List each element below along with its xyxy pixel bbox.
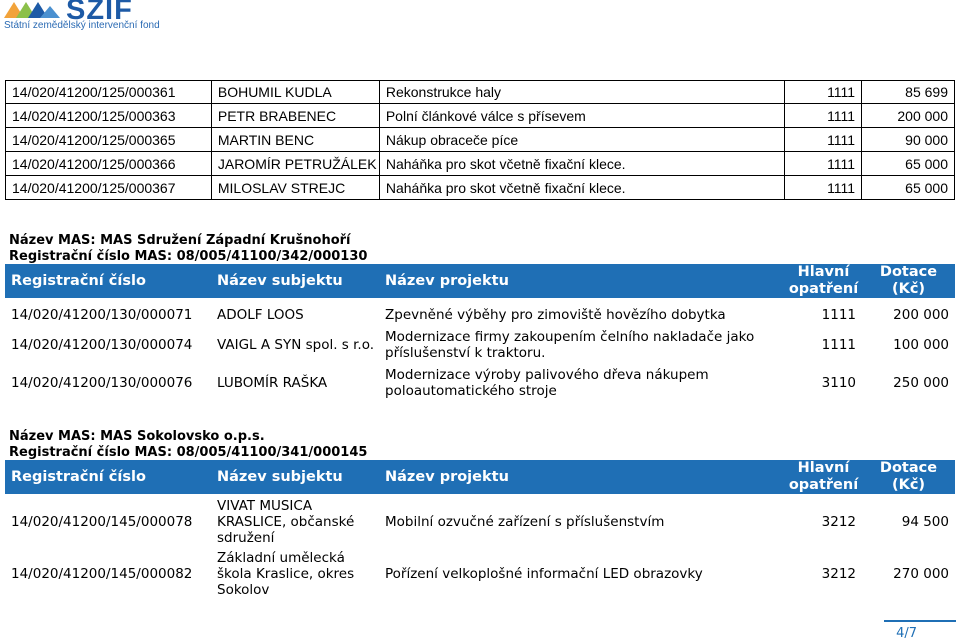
project-name: Naháňka pro skot včetně fixační klece. [379,176,784,200]
reg-number: 14/020/41200/125/000361 [6,81,212,104]
table-row [5,326,955,364]
header-measure: Hlavní opatření [785,264,862,298]
project-name: Rekonstrukce haly [379,81,784,104]
amount: 94 500 [901,514,949,530]
mas2-header [5,460,955,494]
mas2-table [5,496,955,600]
header-amount: Dotace (Kč) [862,460,955,494]
mas1-reg: Registrační číslo MAS: 08/005/41100/342/000130 [9,249,368,264]
mas1-table [5,303,955,402]
project-name: Modernizace firmy zakoupením čelního nakladače jako příslušenství k traktoru. [385,329,755,361]
subject-name: LUBOMÍR RAŠKA [217,375,328,391]
subject-name: BOHUMIL KUDLA [211,81,379,104]
logo-subtitle: Státní zemědělský intervenční fond [4,20,160,31]
reg-number: 14/020/41200/145/000078 [11,514,193,530]
project-name: Mobilní ozvučné zařízení s příslušenstvím [385,514,665,530]
measure: 3110 [821,375,856,391]
amount: 250 000 [893,375,949,391]
project-name: Modernizace výroby palivového dřeva nákupem poloautomatického stroje [385,367,709,399]
logo-name: SZIF [66,0,133,26]
header-subject: Název subjektu [211,460,379,494]
top-projects-table [5,80,955,200]
page-number: 4/7 [896,626,917,641]
amount: 65 000 [862,176,955,200]
reg-number: 14/020/41200/130/000074 [11,337,193,353]
header-reg: Registrační číslo [5,460,211,494]
subject-name: JAROMÍR PETRUŽÁLEK [211,152,379,176]
measure: 1111 [821,337,856,353]
amount: 100 000 [893,337,949,353]
measure: 3212 [821,566,856,582]
subject-name: VAIGL A SYN spol. s r.o. [217,337,375,353]
header-project: Název projektu [379,264,785,298]
header-project: Název projektu [379,460,785,494]
project-name: Zpevněné výběhy pro zimoviště hovězího dobytka [385,306,726,323]
table-row [5,548,955,600]
amount: 270 000 [893,566,949,582]
table-row [6,176,955,200]
subject-name: PETR BRABENEC [211,104,379,128]
table-row [6,128,955,152]
amount: 200 000 [893,306,949,323]
table-row [6,104,955,128]
mas2-name: Název MAS: MAS Sokolovsko o.p.s. [9,429,265,444]
header-amount: Dotace (Kč) [862,264,955,298]
measure: 1111 [785,104,862,128]
project-name: Naháňka pro skot včetně fixační klece. [379,152,784,176]
table-row [6,152,955,176]
table-row [5,303,955,326]
project-name: Polní článkové válce s přísevem [379,104,784,128]
szif-logo [4,0,160,34]
reg-number: 14/020/41200/130/000071 [11,306,193,323]
measure: 1111 [785,81,862,104]
measure: 3212 [821,514,856,530]
reg-number: 14/020/41200/145/000082 [11,566,193,582]
subject-name: VIVAT MUSICA KRASLICE, občanské sdružení [217,498,355,546]
amount: 85 699 [862,81,955,104]
table-row [5,364,955,402]
header-subject: Název subjektu [211,264,379,298]
subject-name: Základní umělecká škola Kraslice, okres Sokolov [217,550,355,598]
reg-number: 14/020/41200/125/000363 [6,104,212,128]
measure: 1111 [821,306,856,323]
amount: 65 000 [862,152,955,176]
header-reg: Registrační číslo [5,264,211,298]
subject-name: MILOSLAV STREJC [211,176,379,200]
logo-mark-icon [4,0,62,20]
mas1-name: Název MAS: MAS Sdružení Západní Krušnohoří [9,233,351,248]
reg-number: 14/020/41200/125/000366 [6,152,212,176]
project-name: Nákup obraceče píce [379,128,784,152]
reg-number: 14/020/41200/130/000076 [11,375,193,391]
subject-name: MARTIN BENC [211,128,379,152]
table-row [6,81,955,104]
reg-number: 14/020/41200/125/000367 [6,176,212,200]
reg-number: 14/020/41200/125/000365 [6,128,212,152]
header-measure: Hlavní opatření [785,460,862,494]
mas1-header [5,264,955,298]
table-row [5,496,955,548]
project-name: Pořízení velkoplošné informační LED obrazovky [385,566,703,582]
amount: 90 000 [862,128,955,152]
measure: 1111 [785,152,862,176]
mas2-reg: Registrační číslo MAS: 08/005/41100/341/000145 [9,445,368,460]
amount: 200 000 [862,104,955,128]
measure: 1111 [785,176,862,200]
subject-name: ADOLF LOOS [217,306,304,323]
page-divider [884,620,956,622]
measure: 1111 [785,128,862,152]
